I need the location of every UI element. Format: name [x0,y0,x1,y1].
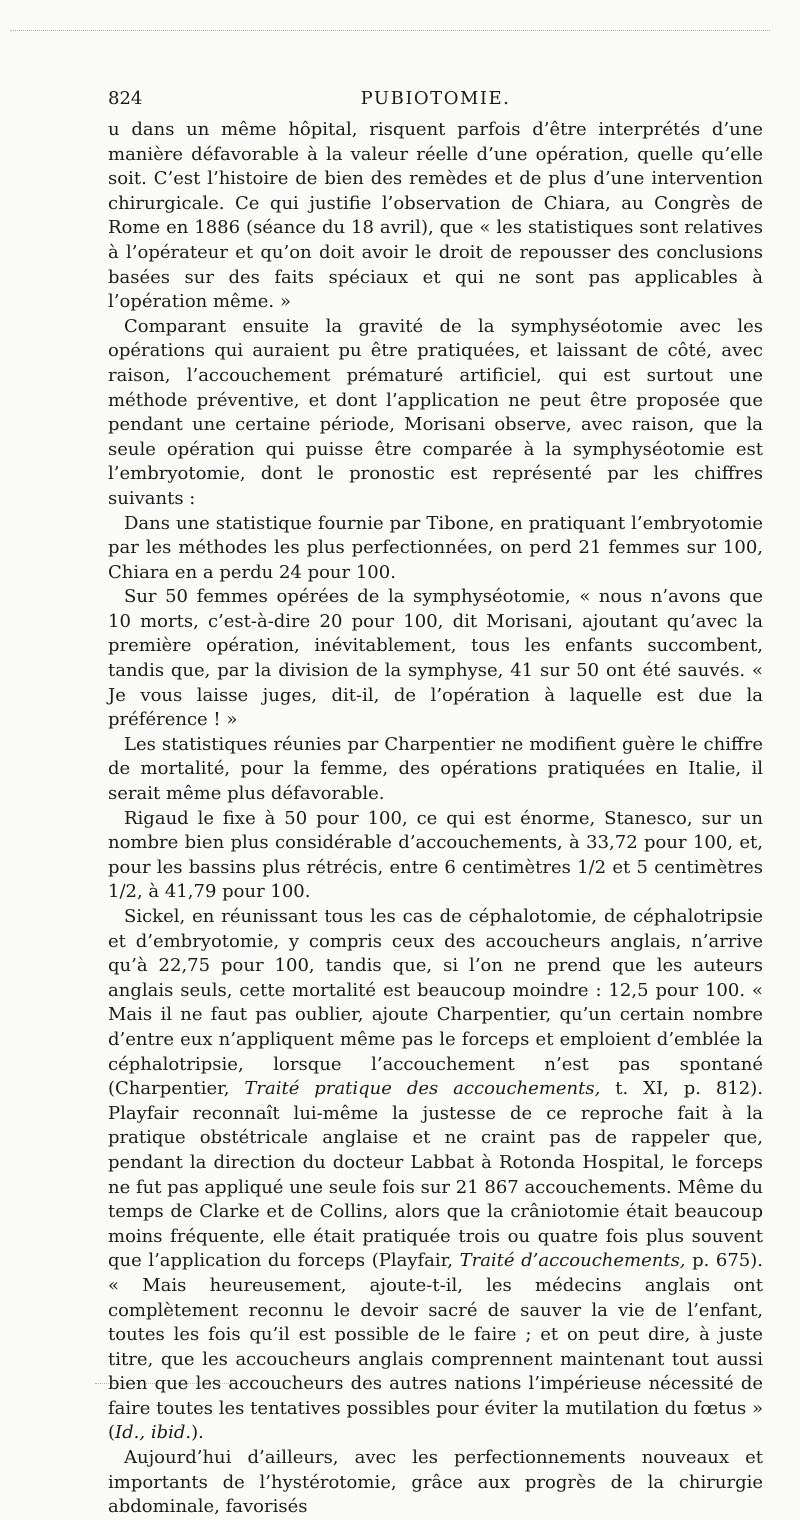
paragraph-text: Sickel, en réunissant tous les cas de céphalotomie, de céphalotripsie et d’embryotomie, y compris ceux des accoucheurs anglais, n’arrive qu’à 22,75 pour 100, tandis que, si l’on ne prend que les auteurs anglais seuls, cette mortalité est beaucoup moindre : 12,5 pour 100. « Mais il ne faut pas oublier, ajoute Charpentier, qu’un certain nombre d’entre eux n’appliquent même pas le forceps et emploient d’emblée la céphalotripsie, lorsque l’accouchement n’est pas spontané (Charpentier, [108,906,763,1100]
paragraph-text: Dans une statistique fournie par Tibone, en pratiquant l’embryotomie par les méthodes les plus perfectionnées, on perd 21 femmes sur 100, Chiara en a perdu 24 pour 100. [108,512,763,583]
paragraph [108,512,763,586]
italic-citation: Traité pratique des accouchements, [244,1078,601,1100]
paragraph-text: Les statistiques réunies par Charpentier ne modifient guère le chiffre de mortalité, pour la femme, des opérations pratiquées en Italie, il serait même plus défavorable. [108,733,763,805]
paragraph [108,733,763,807]
book-page [108,88,763,1520]
page-number: 824 [108,88,143,109]
scan-artifact-top [10,30,770,33]
paragraph-text: Sur 50 femmes opérées de la symphyséotomie, « nous n’avons que 10 morts, c’est-à-dire 20 pour 100, dit Morisani, ajoutant qu’avec la première opération, inévitablement, tous les enfants succombent, tandis que, par la division de la symphyse, 41 sur 50 ont été sauvés. « Je vous laisse juges, dit-il, de l’opération à laquelle est due la préférence ! » [108,586,763,731]
paragraph-text: Comparant ensuite la gravité de la symphyséotomie avec les opérations qui auraient pu être pratiquées, et laissant de côté, avec raison, l’accouchement prématuré artificiel, qui est surtout une méthode préventive, et dont l’application ne peut être proposée que pendant une certaine période, Morisani observe, avec raison, que la seule opération qui puisse être comparée à la symphyséotomie est l’embryotomie, dont le pronostic est représenté par les chiffres suivants : [108,315,763,509]
paragraph-text: ). [191,1422,204,1444]
paragraph-text: Aujourd’hui d’ailleurs, avec les perfectionnements nouveaux et importants de l’hystérotomie, grâce aux progrès de la chirurgie abdominale, favorisés [108,1447,763,1518]
paragraph [108,585,763,733]
running-title: PUBIOTOMIE. [360,88,511,109]
page-body [108,118,763,1520]
italic-citation: Traité d’accouchements, [459,1250,686,1272]
italic-citation: Id., ibid. [115,1422,192,1444]
paragraph [108,315,763,512]
paragraph-text: t. XI, p. 812). Playfair reconnaît lui-même la justesse de ce reproche fait à la pratique obstétricale anglaise et ne craint pas de rappeler que, pendant la direction du docteur Labbat à Rotonda Hospital, le forceps ne fut pas appliqué une seule fois sur 21 867 accouchements. Même du temps de Clarke et de Collins, alors que la crâniotomie était beaucoup moins fréquente, elle était pratiquée trois ou quatre fois plus souvent que l’application du forceps (Playfair, [108,1078,763,1272]
paragraph [108,905,763,1446]
paragraph [108,118,763,315]
paragraph-text: Rigaud le fixe à 50 pour 100, ce qui est énorme, Stanesco, sur un nombre bien plus considérable d’accouchements, à 33,72 pour 100, et, pour les bassins plus rétrécis, entre 6 centimètres 1/2 et 5 centimètres 1/2, à 41,79 pour 100. [108,807,763,903]
page-header [108,88,763,118]
paragraph [108,807,763,905]
paragraph-text: u dans un même hôpital, risquent parfois d’être interprétés d’une manière défavorable à la valeur réelle d’une opération, quelle qu’elle soit. C’est l’histoire de bien des remèdes et de plus d’une intervention chirurgicale. Ce qui justifie l’observation de Chiara, au Congrès de Rome en 1886 (séance du 18 avril), que « les statistiques sont relatives à l’opérateur et qu’on doit avoir le droit de repousser des conclusions basées sur des faits spéciaux et qui ne sont pas applicables à l’opération même. » [108,119,763,313]
paragraph [108,1446,763,1520]
paragraph-text: p. 675). « Mais heureusement, ajoute-t-il, les médecins anglais ont complètement reconnu le devoir sacré de sauver la vie de l’enfant, toutes les fois qu’il est possible de le faire ; et on peut dire, à juste titre, que les accoucheurs anglais comprennent maintenant tout aussi bien que les accoucheurs des autres nations l’impérieuse nécessité de faire toutes les tentatives possibles pour éviter la mutilation du fœtus » ( [108,1250,763,1444]
